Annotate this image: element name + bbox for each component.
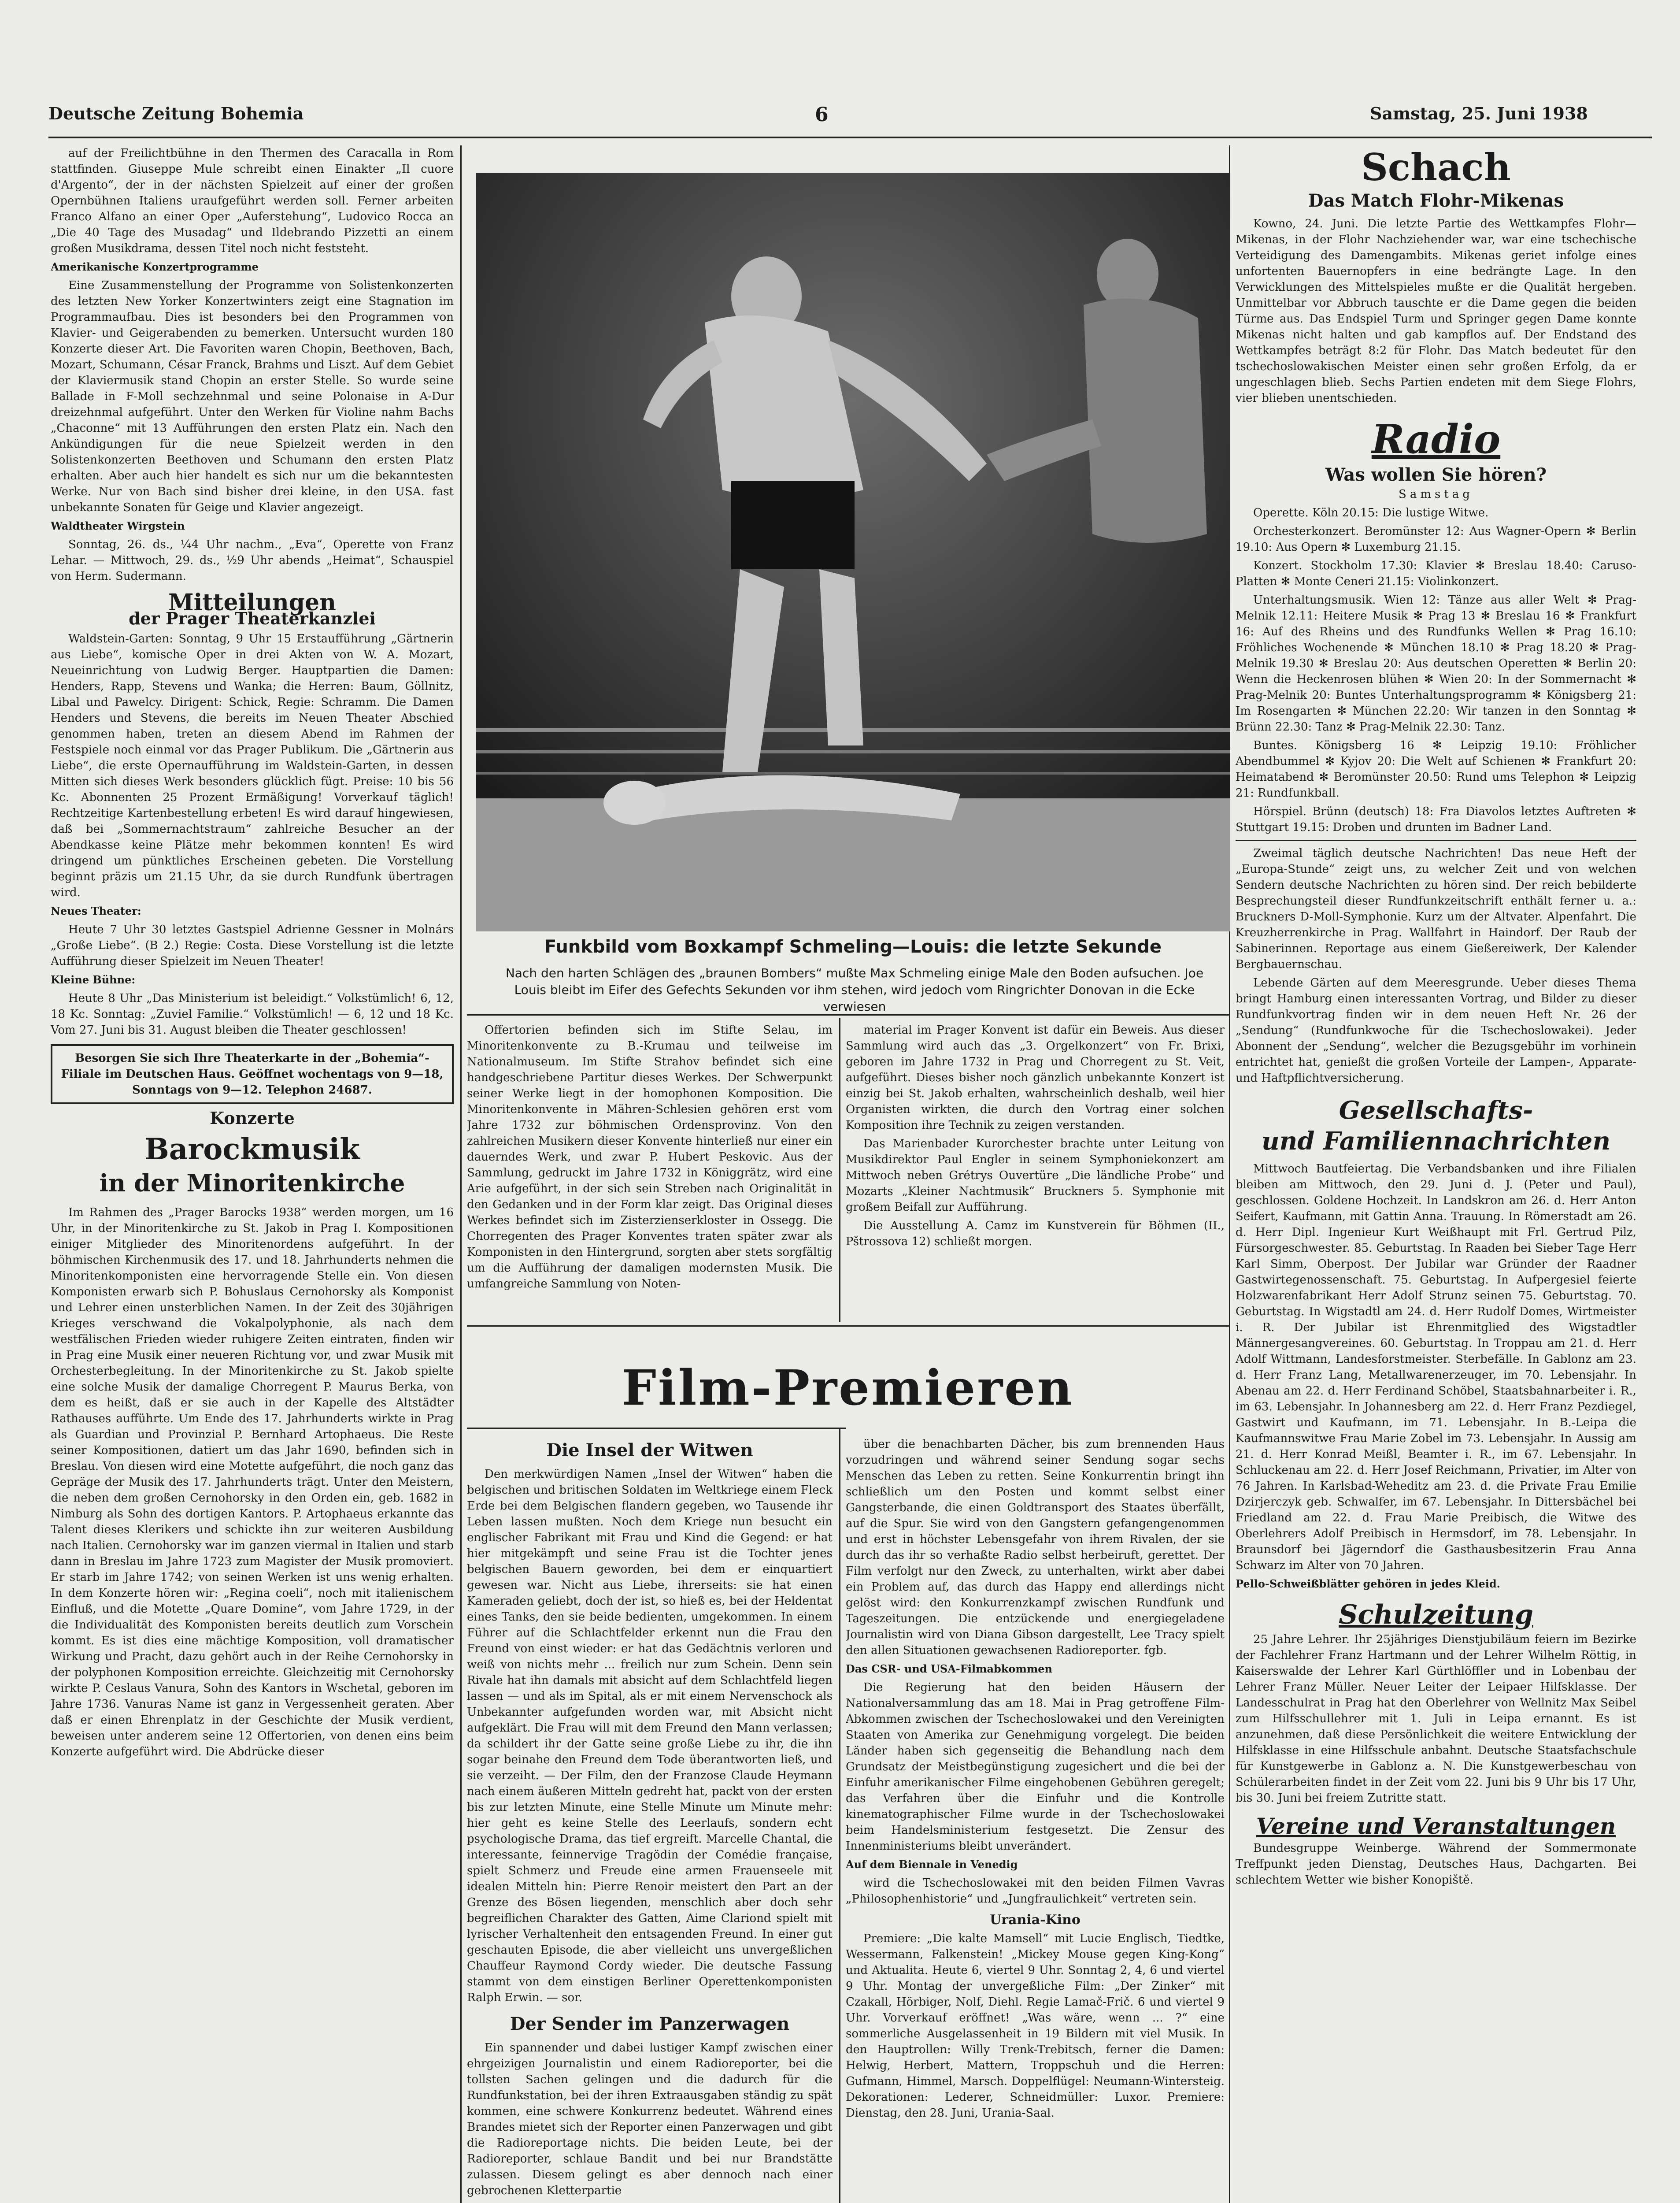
radio-item: Konzert. Stockholm 17.30: Klavier ✻ Breslau 18.40: Caruso-Platten ✻ Monte Ceneri 21.15: Violinkonzert. — [1236, 559, 1636, 588]
sender-panzerwagen-text: Ein spannender und dabei lustiger Kampf zwischen einer ehrgeizigen Journalistin und einem Radioreporter, bei die tollsten Sachen gelingen und die dadurch für die Rundfunkstation, bei der ihren Extraausgaben ständig zu spät kommen, eine schwere Konkurrenz bedeutet. Während eines Brandes mietet sich der Reporter einen Panzerwagen und gibt die Radioreportage nichts. Die beiden Leute, bei der Radioreporter, schlaue Bandit und bei nur Brandstätte zulassen. Diesem gelingt es aber dennoch nach einer gebrochenen Kletterpartie — [467, 2041, 833, 2197]
radio-item: Hörspiel. Brünn (deutsch) 18: Fra Diavolos letztes Auftreten ✻ Stuttgart 19.15: Droben und drunten im Badner Land. — [1236, 805, 1636, 834]
sender-panzerwagen-heading: Der Sender im Panzerwagen — [510, 2014, 790, 2034]
kleine-buehne-text: Heute 8 Uhr „Das Ministerium ist beleidigt.“ Volkstümlich! 6, 12, 18 Kc. Sonntag: „Zuviel Familie.“ Volkstümlich! — 6, 12 und 18 Kc. Vom 27. Juni bis 31. August bleiben die Theater geschlossen! — [51, 992, 454, 1037]
sendung-text: Lebende Gärten auf dem Meeresgrunde. Ueber dieses Thema bringt Hamburg einen interessanten Vortrag, und Bilder zu dieser Rundfunkvortrag finden wir in dem neuen Heft Nr. 26 der „Sendung“ (Rundfunkwoche für die Tschechoslowakei). Jeder Abonnent der „Sendung“, welcher die Bezugsgebühr im vorhinein entrichtet hat, genießt die großen Vorteile der Lampen-, Apparate- und Haftpflichtversicherung. — [1236, 976, 1636, 1085]
schach-title: Schach — [1361, 145, 1511, 189]
film-abkommen-text: Die Regierung hat den beiden Häusern der Nationalversammlung das am 18. Mai in Prag getroffene Film-Abkommen zwischen der Tschechoslowakei und den Vereinigten Staaten von Amerika zur Genehmigung vorgelegt. Die beiden Länder haben sich gegenseitig die Behandlung nach dem Grundsatz der Meistbegünstigung zugesichert und die bei der Einfuhr amerikanischer Filme eingehobenen Gebühren geregelt; das Verfahren über die Einfuhr und die Kontrolle kinematographischer Filme wurde in der Tschechoslowakei beim Handelsministerium festgesetzt. Die Zensur des Innenministeriums bleibt unverändert. — [846, 1681, 1225, 1853]
radio-item: Orchesterkonzert. Beromünster 12: Aus Wagner-Opern ✻ Berlin 19.10: Aus Opern ✻ Luxemburg 21.15. — [1236, 525, 1636, 554]
insel-der-witwen-heading: Die Insel der Witwen — [546, 1440, 753, 1461]
insel-der-witwen-text: Den merkwürdigen Namen „Insel der Witwen“ haben die belgischen und britischen Soldaten im Weltkriege einem Fleck Erde bei dem Belgischen flandern gegeben, wo Tausende ihr Leben lassen mußten. Noch dem Kriege nun besucht ein englischer Fabrikant mit Frau und Kind die Gegend: er hat hier mitgekämpft und seine Frau ist die Tochter jenes belgischen Bauern geworden, bei dem er einquartiert gewesen war. Nicht aus Liebe, ihrerseits: sie hat einen Kameraden geliebt, doch der ist, so hieß es, bei der Heldentat eines Tanks, den sie beide bedienten, umgekommen. In einem Führer auf die Schlachtfelder erkennt nun die Frau den Freund von einst wieder: er hat das Gedächtnis verloren und weiß von nichts mehr ... freilich nur zum Schein. Denn sein Rivale hat ihn damals mit absicht auf dem Schlachtfeld liegen lassen — und als im Spital, als er mit einem Nervenschock als Unbekannter aufgefunden worden war, mit Absicht nicht aufgeklärt. Die Frau will mit dem Freund den Mann verlassen; da schildert ihr der Gatte seine große Liebe zu ihr, die ihn sogar beinahe den Freund dem Tode überantworten ließ, und sie verzeiht. — Der Film, den der Franzose Claude Heymann nach einem äußeren Mitteln gedreht hat, packt von der ersten bis zur letzten Minute, eine Stelle Minute um Minute mehr: hier geht es keine Stelle des Leerlaufs, sondern echt psychologische Drama, das tief ergreift. Marcelle Chantal, die interessante, feinnervige Tragödin der Comédie française, spielt Schmerz und Freude eine armen Frauenseele mit idealen Mitteln hin: Pierre Renoir meistert den Part an der Grenze des Bösen liegenden, menschlich aber doch sehr begreiflichen Charakter des Gatten, Aime Clariond spielt mit lyrischer Verhaltenheit den entsagenden Freund. In einer gut geschauten Episode, die aber vielleicht uns unvergeßlichen Chauffeur Raymond Cordy wieder. Die deutsche Fassung stammt von dem einstigen Berliner Operettenkomponisten Ralph Erwin. — sor. — [467, 1468, 833, 2004]
film-column-b — [846, 1436, 1225, 2203]
film-abkommen-heading: Das CSR- und USA-Filmabkommen — [846, 1662, 1052, 1675]
radio-day: Samstag — [1399, 488, 1473, 501]
film-column-a — [467, 1436, 833, 2203]
radio-program-list — [1236, 505, 1636, 835]
urania-kino-text: Premiere: „Die kalte Mamsell“ mit Lucie Englisch, Tiedtke, Wessermann, Falkenstein! „Mickey Mouse gegen King-Kong“ und Aktualita. Heute 6, viertel 9 Uhr. Sonntag 2, 4, 6 und viertel 9 Uhr. Montag der unvergeßliche Film: „Der Zinker“ mit Czakall, Hörbiger, Nolf, Diehl. Regie Lamač-Frič. 6 und viertel 9 Uhr. Vorverkauf eröffnet! „Was wäre, wenn ... ?“ eine sommerliche Ausgelassenheit in 19 Bildern mit viel Musik. In den Hauptrollen: Willy Trenk-Trebitsch, ferner die Damen: Helwig, Herbert, Mattern, Troppschuh und die Herren: Gufmann, Himmel, Marsch. Doppelflügel: Neumann-Wintersteig. Dekorationen: Lederer, Schneidmüller: Luxor. Premiere: Dienstag, den 28. Juni, Urania-Saal. — [846, 1932, 1225, 2120]
radio-item: Unterhaltungsmusik. Wien 12: Tänze aus aller Welt ✻ Prag-Melnik 12.11: Heitere Musik ✻ Prag 13 ✻ Breslau 16 ✻ Frankfurt 16: Auf des Rheins und des Rundfunks Wellen ✻ Prag 16.10: Fröhliches Wochenende ✻ München 18.10 ✻ Prag 18.20 ✻ Prag-Melnik 19.30 ✻ Breslau 20: Aus deutschen Operetten ✻ Berlin 20: Wenn die Heckenrosen blühen ✻ Wien 20: In der Sommernacht ✻ Prag-Melnik 20: Buntes Unterhaltungsprogramm ✻ Königsberg 21: Im Rosengarten ✻ München 22.20: Wir tanzen in den Sonntag ✻ Brünn 22.30: Tanz ✻ Prag-Melnik 22.30: Tanz. — [1236, 593, 1636, 734]
sender-continued-text: über die benachbarten Dächer, bis zum brennenden Haus vorzudringen und während seiner Sendung sogar sechs Menschen das Leben zu retten. Seine Konkurrentin bringt ihn schließlich um den Posten und kommt selbst einer Gangsterbande, die einen Goldtransport des Staates überfällt, auf die Spur. Sie wird von den Gangstern gefangengenommen und erst in höchster Lebensgefahr von ihrem Rivalen, der sie durch das ihr so verhaßte Radio selbst herbeiruft, gerettet. Der Film verfolgt nur den Zweck, zu unterhalten, wirkt aber dabei ein Problem auf, das durch das Happy end allerdings nicht gelöst wird: den Konkurrenzkampf zwischen Rundfunk und Tageszeitungen. Die entzückende und energiegeladene Journalistin wird von Diana Gibson dargestellt, Lee Tracy spielt den allen Situationen gewachsenen Radioreporter. fgb. — [846, 1438, 1225, 1657]
barockmusik-text: Im Rahmen des „Prager Barocks 1938“ werden morgen, um 16 Uhr, in der Minoritenkirche zu St. Jakob in Prag I. Kompositionen einiger Mitglieder des Minoritenordens aufgeführt. In der böhmischen Kirchenmusik des 17. und 18. Jahrhunderts nehmen die Minoritenkomponisten eine hervorragende Stelle ein. Von diesen Komponisten erwarb sich P. Bohuslaus Cernohorsky als Komponist und Lehrer einen unsterblichen Namen. In der Zeit des 30jährigen Krieges verschwand die Vokalpolyphonie, als nach dem westfälischen Frieden wieder ruhigere Zeiten eintraten, finden wir in Prag eine Musik einer neueren Richtung vor, und zwar Musik mit Orchesterbegleitung. In der Minoritenkirche zu St. Jakob spielte eine solche Musik der damalige Chorregent P. Maurus Berka, von dem es heißt, daß er sie auch in der Kapelle des Altstädter Rathauses aufführte. Um Ende des 17. Jahrhunderts wirkte in Prag als Guardian und Provinzial P. Bernhard Artophaeus. Die Reste seiner Kompositionen, datiert um das Jahr 1690, befinden sich in Breslau. Von diesen wird eine Motette aufgeführt, die noch ganz das Gepräge der Musik des 17. Jahrhunderts trägt. Unter den Meistern, die neben dem großen Cernohorsky in den Orden ein, geb. 1682 in Nimburg als Sohn des dortigen Kantors. P. Artophaeus erkannte das Talent dieses Klerikers und schickte ihn zur weiteren Ausbildung nach Italien. Cernohorsky war im ganzen viermal in Italien und starb dann in Breslau im Jahre 1723 zum Magister der Musik promoviert. Er starb im Jahre 1742; von seinen Werken ist uns wenig erhalten. In dem Konzerte hören wir: „Regina coeli“, noch mit italienischem Einfluß, und die Motette „Quare Domine“, vom Jahre 1729, in der die Individualität des Komponisten bereits deutlich zum Vorschein kommt. Es ist dies eine mächtige Komposition, voll dramatischer Wirkung und Pracht, dazu gehört auch in der Reihe Cernohorsky in der polyphonen Komposition erreichte. Gleichzeitig mit Cernohorsky wirkte P. Ceslaus Vanura, Sohn des Kantors in Wschetal, geboren im Jahre 1736. Vanuras Name ist ganz in Vergessenheit geraten. Aber daß er einen Ehrenplatz in der Geschichte der Musik verdient, beweisen unter anderem seine 12 Offertorien, von denen eins beim Konzerte aufgeführt wird. Die Abdrücke dieser — [51, 1206, 454, 1758]
boxing-photo — [476, 173, 1230, 931]
match-heading: Das Match Flohr-Mikenas — [1308, 190, 1564, 211]
gesellschafts-title: Gesellschafts- — [1339, 1096, 1533, 1125]
col-divider-mid — [839, 1018, 840, 1322]
familiennachrichten-title: und Familiennachrichten — [1261, 1127, 1611, 1156]
marienbad-text: Das Marienbader Kurorchester brachte unter Leitung von Musikdirektor Paul Engler in seinem Symphoniekonzert am Mittwoch neben Grétrys Ouvertüre „Die ländliche Probe“ und Mozarts „Kleiner Nachtmusik“ Bruckners 5. Symphonie mit großem Beifall zur Aufführung. — [846, 1137, 1225, 1214]
radio-divider — [1236, 840, 1636, 841]
biennale-text: wird die Tschechoslowakei mit den beiden Filmen Vavras „Philosophenhistorie“ und „Jungfraulichkeit“ vertreten sein. — [846, 1877, 1225, 1906]
notenmaterial-text: material im Prager Konvent ist dafür ein Beweis. Aus dieser Sammlung wird auch das „3. Orgelkonzert“ von Fr. Brixi, geboren im Jahre 1732 in Prag und Chorregent zu St. Veit, aufgeführt. Dieses bisher noch gänzlich unbekannte Konzert ist einzig bei St. Jakob erhalten, wahrscheinlich deshalb, weil hier Organisten wirkten, die durch den Vortrag einer solchen Komposition ihre Technik zu zeigen verstanden. — [846, 1024, 1225, 1132]
radio-item: Operette. Köln 20.15: Die lustige Witwe. — [1253, 506, 1489, 519]
pello-notice: Pello-Schweißblätter gehören in jedes Kleid. — [1236, 1577, 1500, 1590]
film-title-rule — [467, 1428, 846, 1429]
american-concerts-heading: Amerikanische Konzertprogramme — [51, 260, 259, 273]
theaterkanzlei-title: der Prager Theaterkanzlei — [129, 608, 376, 628]
barockmusik-title: Barockmusik — [144, 1132, 360, 1166]
header-rule — [48, 137, 1652, 138]
column-5 — [1236, 145, 1636, 2203]
mitteilungen-title: Mitteilungen — [168, 589, 336, 616]
column-2 — [467, 1022, 833, 1322]
schulzeitung-text: 25 Jahre Lehrer. Ihr 25jähriges Dienstjubiläum feiern im Bezirke der Fachlehrer Franz Hartmann und der Lehrer Wilhelm Röttig, in Kaiserswalde der Lehrer Karl Gürthlöffler und in Lobenbau der Lehrer Franz Müller. Neuer Leiter der Leipaer Hilfsklasse. Der Landesschulrat in Prag hat den Oberlehrer von Wellnitz Max Seibel zum Hilfsschullehrer mit 1. Juli in Leipa ernannt. Es ist anzunehmen, daß diese Persönlichkeit die weitere Entwicklung der Hilfsklasse in eine Hilfsschule anbahnt. Deutsche Staatsfachschule für Kunstgewerbe in Gablonz a. N. Die Kunstgewerbeschau von Schülerarbeiten findet in der Zeit vom 22. Juni bis 9 Uhr bis 17 Uhr, bis 30. Juni bei freiem Zutritte statt. — [1236, 1633, 1636, 1805]
europa-stunde-text: Zweimal täglich deutsche Nachrichten! Das neue Heft der „Europa-Stunde“ zeigt uns, zu welcher Zeit und von welchen Sendern deutsche Nachrichten zu hören sind. Der reich bebilderte Besprechungsteil dieser Rundfunkzeitschrift enthält ferner u. a.: Bruckners D-Moll-Symphonie. Kurz um der Altvater. Alpenfahrt. Die Kreuzherrenkirche in Prag. Wallfahrt in Haindorf. Der Raub der Sabinerinnen. Reportage aus einem Gießereiwerk, Der Kalender Bergbauernschau. — [1236, 847, 1636, 971]
konzerte-heading: Konzerte — [210, 1108, 295, 1128]
film-premieren-title: Film-Premieren — [622, 1359, 1074, 1416]
page-number: 6 — [815, 104, 829, 126]
offertorien-text: Offertorien befinden sich im Stifte Selau, im Minoritenkonvente zu B.-Krumau und teilweise im Nationalmuseum. Im Stifte Strahov befindet sich eine handgeschriebene Partitur dieses Werkes. Der Schwerpunkt seiner Werke liegt in der homophonen Komposition. Die Minoritenkonvente in Mähren-Schlesien gehören erst vom Jahre 1732 zur böhmischen Ordensprovinz. Von den zahlreichen Musikern dieser Konvente hinterließ nur einer ein dauerndes Werk, und zwar P. Hubert Peskovic. Aus der Sammlung, gedruckt im Jahre 1732 in Königgrätz, wird eine Arie aufgeführt, in der sich sein Streben nach Originalität in den Gedanken und in der Form klar zeigt. Das Original dieses Werkes befindet sich im Zisterzienserkloster in Ossegg. Die Chorregenten des Prager Konventes traten später zwar als Komponisten in den Hintergrund, sorgten aber stets sorgfältig um die Aufführung der damaligen modernsten Musik. Die umfangreiche Sammlung von Noten- — [467, 1024, 833, 1291]
match-text: Kowno, 24. Juni. Die letzte Partie des Wettkampfes Flohr—Mikenas, in der Flohr Nachziehender war, war eine tschechische Verteidigung des Damengambits. Mikenas geriet infolge eines unfortenten Bauernopfers in eine bedrängte Lage. In den Verwicklungen des Mittelspieles mußte er die Qualität hergeben. Unmittelbar vor Abbruch tauschte er die Dame gegen die beiden Türme aus. Das Endspiel Turm und Springer gegen Dame konnte Mikenas nicht halten und gab kampflos auf. Der Endstand des Wettkampfes beträgt 8:2 für Flohr. Das Match bedeutet für den tschechoslowakischen Meister einen sehr großen Erfolg, da er ungeschlagen blieb. Sechs Partien endeten mit dem Siege Flohrs, vier blieben unentschieden. — [1236, 217, 1636, 405]
american-concerts-text: Eine Zusammenstellung der Programme von Solistenkonzerten des letzten New Yorker Konzertwinters zeigt eine Stagnation im Programmaufbau. Dies ist besonders bei den Programmen von Klavier- und Geigerabenden zu bemerken. Untersucht wurden 180 Konzerte dieser Art. Die Favoriten waren Chopin, Beethoven, Bach, Mozart, Schumann, César Franck, Brahms und Liszt. Auf dem Gebiet der Klaviermusik stand Chopin an erster Stelle. So wurde seine Ballade in F-Moll sechzehnmal und seine Polonaise in A-Dur dreizehnmal aufgeführt. Unter den Werken für Violine nahm Bachs „Chaconne“ mit 13 Aufführungen den ersten Platz ein. Nach den Ankündigungen für die neue Spielzeit werden in den Solistenkonzerten Beethoven und Schumann den ersten Platz erhalten. Aber auch hier handelt es sich nur um die bekanntesten Werke. Nur von Bach sind bisher drei kleine, in den USA. fast unbekannte Sonaten für Geige und Klavier angezeigt. — [51, 279, 454, 514]
radio-item: Buntes. Königsberg 16 ✻ Leipzig 19.10: Fröhlicher Abendbummel ✻ Kyjov 20: Die Welt auf Schienen ✻ Frankfurt 20: Heimatabend ✻ Beromünster 20.50: Rund ums Telephon ✻ Leipzig 21: Rundfunkball. — [1236, 739, 1636, 800]
col-divider-film — [839, 1428, 840, 2203]
biennale-heading: Auf dem Biennale in Venedig — [846, 1858, 1018, 1871]
photo-caption: Nach den harten Schlägen des „braunen Bombers“ mußte Max Schmeling einige Male den Boden aufsuchen. Joe Louis bleibt im Eifer des Gefechts Sekunden vor ihm stehen, wird jedoch vom Ringrichter Donovan in die Ecke verwiesen — [505, 966, 1204, 1014]
photo-caption-title: Funkbild vom Boxkampf Schmeling—Louis: die letzte Sekunde — [544, 937, 1162, 957]
radio-title: Radio — [1371, 416, 1501, 463]
opera-paragraph: auf der Freilichtbühne in den Thermen des Caracalla in Rom stattfinden. Giuseppe Mule schreibt einen Einakter „Il cuore d'Argento“, der in der nächsten Spielzeit auf einer der großen Opernbühnen Italiens uraufgeführt werden soll. Ferner arbeiten Franco Alfano an einer Oper „Auferstehung“, Ludovico Rocca an „Die 40 Tage des Musadag“ und Ildebrando Pizzetti an einem großen Musikdrama, dessen Titel noch nicht feststeht. — [51, 147, 454, 255]
was-wollen-heading: Was wollen Sie hören? — [1325, 464, 1547, 485]
neues-theater-text: Heute 7 Uhr 30 letztes Gastspiel Adrienne Gessner in Molnárs „Große Liebe“. (B 2.) Regie: Costa. Diese Vorstellung ist die letzte Aufführung dieser Spielzeit im Neuen Theater! — [51, 923, 454, 968]
neues-theater-heading: Neues Theater: — [51, 905, 141, 917]
column-3 — [846, 1022, 1225, 1322]
familiennachrichten-text: Mittwoch Bautfeiertag. Die Verbandsbanken und ihre Filialen bleiben am Mittwoch, den 29. Juni d. J. (Peter und Paul), geschlossen. Goldene Hochzeit. In Landskron am 26. d. Herr Anton Seifert, Kaufmann, mit Gattin Anna. Trauung. In Römerstadt am 26. d. Herr Dipl. Ingenieur Kurt Weißhaupt mit Frl. Gertrud Pilz, Fürsorgeschwester. 85. Geburtstag. In Raaden bei Sieber Tage Herr Karl Simm, Oberpost. Der Jubilar war Gründer der Raadner Gastwirtegenossenschaft. 75. Geburtstag. In Aufpergesiel feierte Holzwarenfabrikant Herr Adolf Strunz seinen 75. Geburtstag. 70. Geburtstag. In Wigstadtl am 24. d. Herr Rudolf Domes, Wirtmeister i. R. Der Jubilar ist Ehrenmitglied des Wigstadtler Männergesangvereines. 60. Geburtstag. In Troppau am 21. d. Herr Adolf Wittmann, Landesforstmeister. Sterbefälle. In Gablonz am 23. d. Herr Franz Lang, Metallwarenerzeuger, im 70. Lebensjahr. In Abenau am 22. d. Herr Ferdinand Schöbel, Staatsbahnarbeiter i. R., im 63. Lebensjahr. In Johannesberg am 22. d. Herr Franz Pezdiegel, Gastwirt und Kaufmann, im 71. Lebensjahr. In B.-Leipa die Kaufmannswitwe Frau Marie Zobel im 73. Lebensjahr. In Aussig am 21. d. Herr Konrad Meißl, Beamter i. R., im 67. Lebensjahr. In Schluckenau am 22. d. Herr Josef Reichmann, Privatier, im Alter von 76 Jahren. In Karlsbad-Weheditz am 23. d. die Private Frau Emilie Dzirjerczyk geb. Schwalfer, im 67. Lebensjahr. In Dittersbächel bei Friedland am 22. d. Frau Marie Preibisch, die Witwe des Oberlehrers Adolf Preibisch in Hermsdorf, im 78. Lebensjahr. In Braunsdorf bei Jägerndorf die Gasthausbesitzerin Frau Anna Schwarz im Alter von 70 Jahren. — [1236, 1162, 1636, 1572]
vereine-title: Vereine und Veranstaltungen — [1256, 1813, 1616, 1839]
schulzeitung-title: Schulzeitung — [1339, 1599, 1533, 1630]
ausstellung-text: Die Ausstellung A. Camz im Kunstverein für Böhmen (II., Pštrossova 12) schließt morgen. — [846, 1219, 1225, 1248]
photo-bottom-rule — [467, 1014, 1229, 1016]
issue-date: Samstag, 25. Juni 1938 — [1370, 104, 1588, 123]
waldtheater-heading: Waldtheater Wirgstein — [51, 519, 185, 532]
waldtheater-text: Sonntag, 26. ds., ¼4 Uhr nachm., „Eva“, Operette von Franz Lehar. — Mittwoch, 29. ds., ½9 Uhr abends „Heimat“, Schauspiel von Herm. Sudermann. — [51, 538, 454, 583]
col-divider-1 — [460, 145, 462, 2203]
kleine-buehne-heading: Kleine Bühne: — [51, 973, 136, 986]
ticket-office-notice: Besorgen Sie sich Ihre Theaterkarte in der „Bohemia“-Filiale im Deutschen Haus. Geöffnet wochentags von 9—18, Sonntags von 9—12. Telephon 24687. — [51, 1044, 454, 1104]
urania-kino-heading: Urania-Kino — [990, 1912, 1081, 1928]
waldstein-text: Waldstein-Garten: Sonntag, 9 Uhr 15 Erstaufführung „Gärtnerin aus Liebe“, komische Oper in drei Akten von W. A. Mozart, Neueinrichtung von Ludwig Berger. Hauptpartien die Damen: Henders, Rapp, Stevens und Wanka; die Herren: Baum, Göllnitz, Libal und Pawelcy. Dirigent: Schick, Regie: Schramm. Die Damen Henders und Stevens, die bereits im Neuen Theater Abschied genommen haben, treten an diesem Abend im Rahmen der Festspiele noch einmal vor das Prager Publikum. Die „Gärtnerin aus Liebe“, die erste Opernaufführung im Waldstein-Garten, in dessen Mitten sich dieses Werk besonders glücklich fügt. Preise: 10 bis 56 Kc. Abonnenten 25 Prozent Ermäßigung! Vorverkauf täglich! Rechtzeitige Kartenbestellung erbeten! Es wird darauf hingewiesen, daß bei „Sommernachtstraum“ zahlreiche Besucher an der Abendkasse keine Plätze mehr bekommen konnten! Es wird dringend um pünktliches Erscheinen gebeten. Die Vorstellung beginnt präzis um 21.15 Uhr, da sie durch Rundfunk übertragen wird. — [51, 632, 454, 899]
film-top-rule — [467, 1325, 1229, 1327]
vereine-text: Bundesgruppe Weinberge. Während der Sommermonate Treffpunkt jeden Dienstag, Deutsches Haus, Dachgarten. Bei schlechtem Wetter wie bisher Konopiště. — [1236, 1842, 1636, 1887]
masthead-title: Deutsche Zeitung Bohemia — [48, 104, 304, 123]
column-1 — [51, 145, 454, 2203]
minoritenkirche-title: in der Minoritenkirche — [99, 1169, 405, 1197]
